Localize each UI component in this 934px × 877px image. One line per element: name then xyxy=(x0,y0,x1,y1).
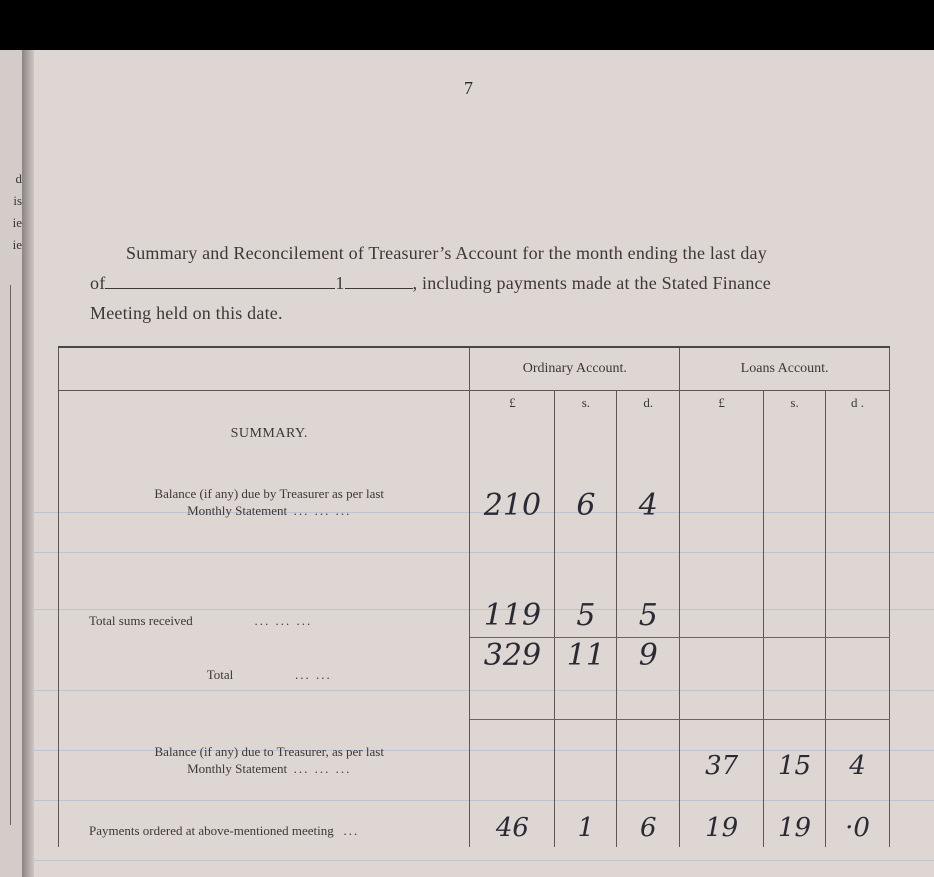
heading-line-2: of 1 , including payments made at the Stated Finance xyxy=(90,273,771,293)
row-label: Balance (if any) due to Treasurer, as per last Monthly Statement ... ... ... xyxy=(59,719,470,785)
row-label: Payments ordered at above-mentioned meeting ... xyxy=(59,785,470,847)
left-page-rule xyxy=(0,285,11,825)
table-row: Total ... ... 329 11 9 xyxy=(59,637,890,719)
left-page-edge xyxy=(0,50,23,877)
book-gutter xyxy=(22,50,34,877)
summary-title: SUMMARY. xyxy=(59,425,470,469)
loans-account-header: Loans Account. xyxy=(680,347,890,391)
unit-pence: d. xyxy=(617,391,680,426)
account-table xyxy=(58,346,890,847)
table-row: Total sums received ... ... ... 119 5 5 xyxy=(59,527,890,637)
page-number: 7 xyxy=(464,78,473,98)
page-heading xyxy=(90,238,890,328)
unit-pence: d . xyxy=(826,391,890,426)
heading-line-3: Meeting held on this date. xyxy=(90,303,283,323)
unit-pounds: £ xyxy=(470,391,555,426)
unit-pounds: £ xyxy=(680,391,764,426)
unit-shillings: s. xyxy=(764,391,826,426)
unit-shillings: s. xyxy=(555,391,617,426)
table-row: Balance (if any) due by Treasurer as per last Monthly Statement ... ... ... 210 6 4 xyxy=(59,469,890,527)
row-label: Balance (if any) due by Treasurer as per last Monthly Statement ... ... ... xyxy=(59,469,470,527)
left-page-text: d is ie ie xyxy=(12,171,22,252)
ledger-page xyxy=(34,50,934,877)
table-row: Payments ordered at above-mentioned meeting ... 46 1 6 19 19 ·0 xyxy=(59,785,890,847)
top-black-border xyxy=(0,0,934,50)
row-label: Total sums received ... ... ... xyxy=(59,527,470,637)
row-label: Total ... ... xyxy=(59,637,470,719)
table-row: Balance (if any) due to Treasurer, as per last Monthly Statement ... ... ... 37 15 4 xyxy=(59,719,890,785)
heading-line-1: Summary and Reconcilement of Treasurer’s Account for the month ending the last day xyxy=(126,243,767,263)
ordinary-account-header: Ordinary Account. xyxy=(470,347,680,391)
